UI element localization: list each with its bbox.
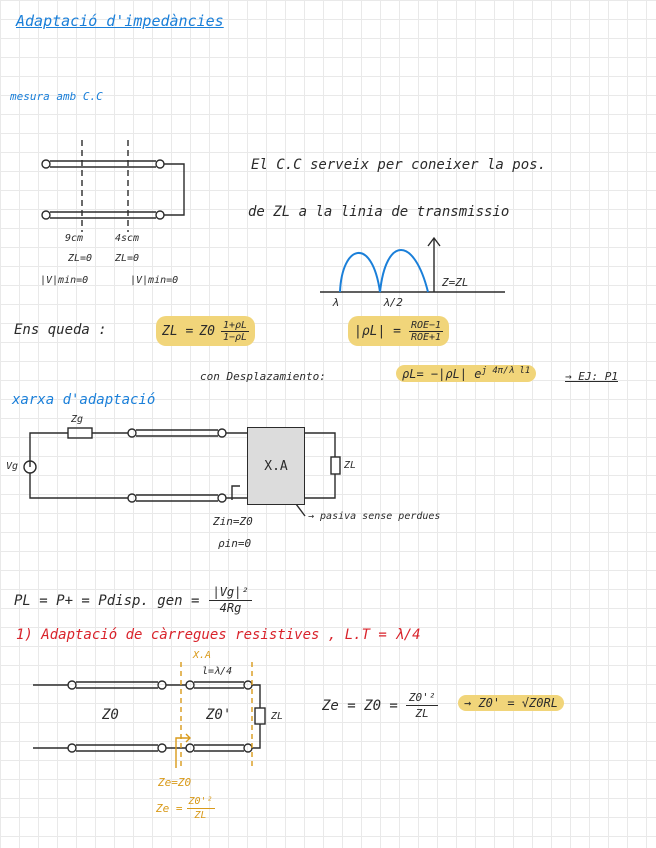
rho-lhs: |ρL| = xyxy=(354,323,401,339)
xa-label: X.A xyxy=(193,650,212,661)
net-zl-label: ZL xyxy=(344,460,357,471)
orange-ze-formula xyxy=(156,795,215,822)
zg-label: Zg xyxy=(71,414,84,425)
cc-heading: mesura amb C.C xyxy=(10,90,103,103)
cc-v-b: |V|min=0 xyxy=(130,275,179,286)
despl-suffix: → EJ: P1 xyxy=(565,370,618,383)
zl-num: 1+ρL xyxy=(222,319,248,331)
cc-text-line1: El C.C serveix per coneixer la pos. xyxy=(251,157,547,173)
zl-den: 1−ρL xyxy=(222,331,248,343)
orange-ze-lhs: Ze = xyxy=(156,802,183,815)
zl-fraction xyxy=(221,320,249,343)
power-formula xyxy=(14,585,252,616)
resistive-heading: 1) Adaptació de càrregues resistives , L.T = λ/4 xyxy=(16,627,421,643)
res-zl-label: ZL xyxy=(271,711,284,722)
net-heading: xarxa d'adaptació xyxy=(12,392,156,408)
cc-transmission-line xyxy=(42,140,184,232)
despl-exp: j 4π/λ l1 xyxy=(481,366,531,376)
xa-network-box xyxy=(247,427,305,505)
power-num: |Vg|² xyxy=(209,585,251,601)
despl-main: ρL= −|ρL| e xyxy=(402,367,482,381)
vg-label: Vg xyxy=(6,461,19,472)
standing-wave-plot xyxy=(320,238,505,292)
orange-ze-den: ZL xyxy=(194,810,207,821)
power-fraction xyxy=(209,585,251,616)
orange-ze-z0: Ze=Z0 xyxy=(158,776,192,789)
cc-dist-a: 9cm xyxy=(65,233,84,244)
ze-lhs: Ze = Z0 = xyxy=(322,697,398,714)
cc-z-b: ZL=0 xyxy=(115,253,140,264)
zl-formula xyxy=(156,316,255,346)
result-formula: → Z0' = √Z0RL xyxy=(458,695,564,711)
rho-num: ROE−1 xyxy=(410,319,442,331)
ze-fraction xyxy=(406,690,439,721)
zl-lhs: ZL = xyxy=(162,323,194,339)
l-label: l=λ/4 xyxy=(202,666,233,677)
rho-in-label: ρin=0 xyxy=(218,537,252,550)
page-title: Adaptació d'impedàncies xyxy=(16,12,224,30)
net-note: → pasiva sense perdues xyxy=(308,511,441,522)
plot-load-label: Z=ZL xyxy=(442,276,469,289)
z0-label: Z0 xyxy=(102,707,119,723)
despl-formula xyxy=(396,365,536,382)
plot-lambda-half-label: λ/2 xyxy=(383,296,403,309)
orange-ze-num: Z0'² xyxy=(188,796,213,807)
z0p-label: Z0' xyxy=(206,707,232,723)
cc-text-line2: de ZL a la linia de transmissio xyxy=(248,204,510,220)
ze-num: Z0'² xyxy=(406,690,439,706)
orange-ze-fraction xyxy=(187,795,215,822)
zin-label: Zin=Z0 xyxy=(213,515,253,528)
cc-z-a: ZL=0 xyxy=(68,253,93,264)
rho-fraction xyxy=(409,320,443,343)
ze-formula xyxy=(322,690,438,721)
ze-den: ZL xyxy=(415,707,429,720)
cc-dist-b: 4scm xyxy=(115,233,140,244)
despl-prefix: con Desplazamiento: xyxy=(200,370,326,383)
power-den: 4Rg xyxy=(219,601,242,615)
rho-den: ROE+1 xyxy=(410,331,442,343)
zl-z0: Z0 xyxy=(199,323,215,339)
power-lhs: PL = P+ = Pdisp. gen = xyxy=(14,592,200,609)
plot-lambda-label: λ xyxy=(332,296,339,309)
rho-formula xyxy=(348,316,449,346)
xa-box-label: X.A xyxy=(264,458,288,474)
cc-v-a: |V|min=0 xyxy=(40,275,89,286)
formula-prefix: Ens queda : xyxy=(14,322,107,338)
